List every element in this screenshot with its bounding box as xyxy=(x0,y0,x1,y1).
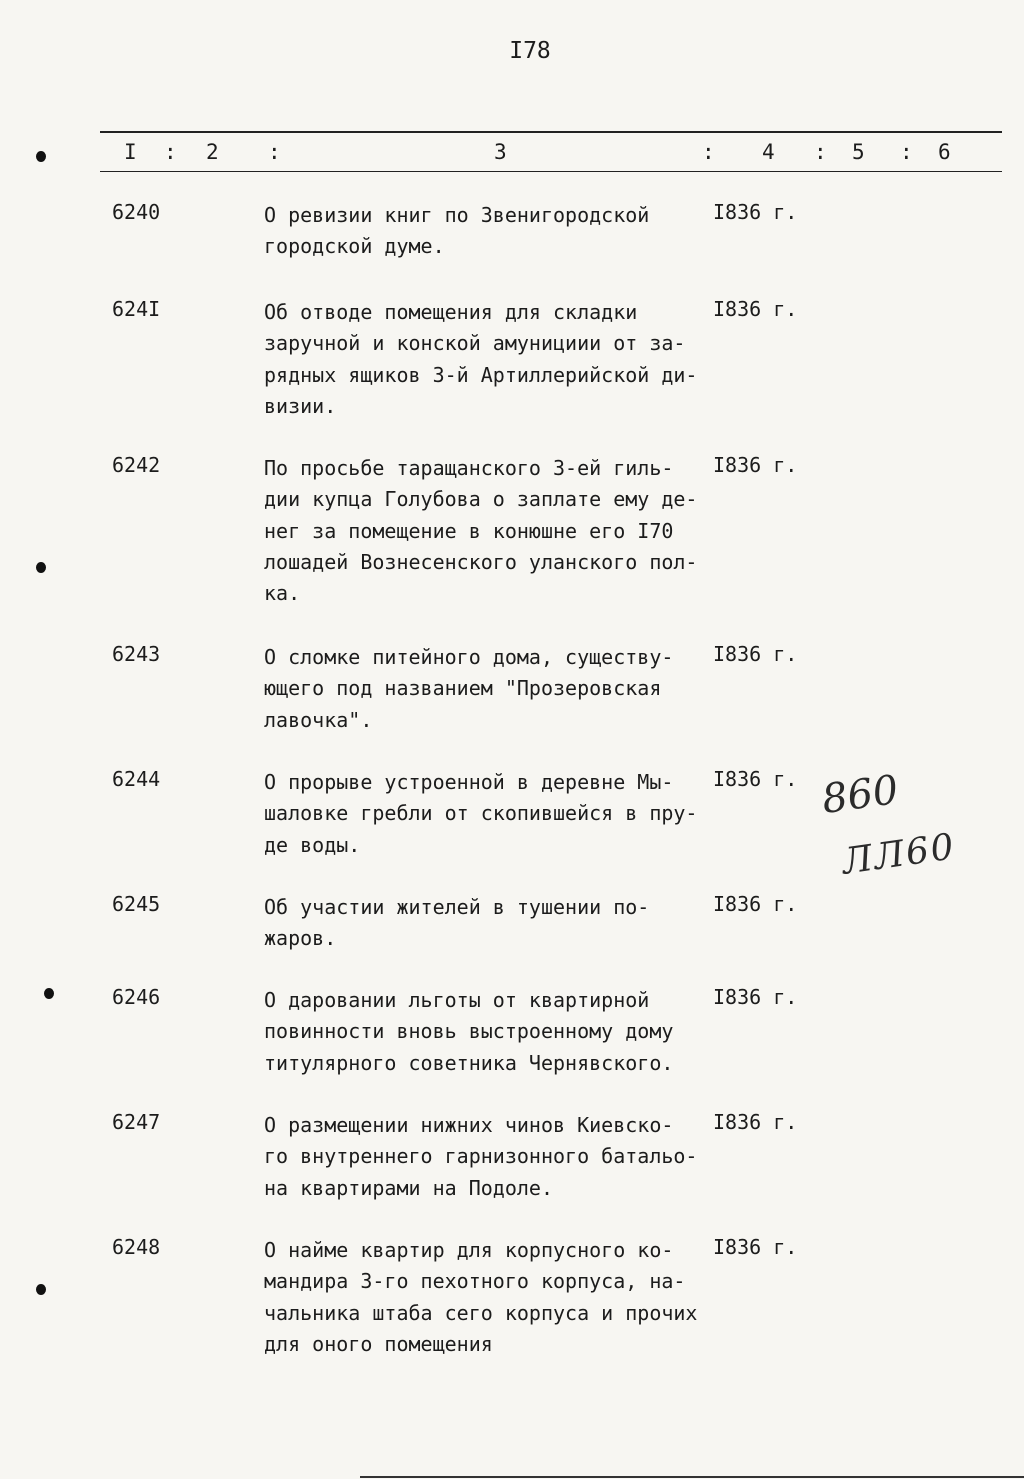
entry-number: 6245 xyxy=(112,892,161,916)
entry-number: 6246 xyxy=(112,985,161,1009)
entry-number: 6247 xyxy=(112,1110,161,1134)
column-header-4: 4 xyxy=(762,140,775,164)
entry-year: I836 г. xyxy=(713,767,798,791)
binder-hole xyxy=(36,1284,46,1295)
entry-year: I836 г. xyxy=(713,892,798,916)
column-separator: : xyxy=(268,140,281,164)
entry-number: 6243 xyxy=(112,642,161,666)
entry-description: О сломке питейного дома, существу- ющего под названием "Прозеровская лавочка". xyxy=(264,645,674,732)
entry-description: Об отводе помещения для складки заручной и конской амунициии от за- рядных ящиков 3-й Артиллерийской ди- визии. xyxy=(264,300,698,418)
binder-hole xyxy=(36,151,46,162)
entry-description: О найме квартир для корпусного ко- мандира 3-го пехотного корпуса, на- чальника штаба сего корпуса и прочих для оного помещения xyxy=(264,1238,698,1356)
column-header-2: 2 xyxy=(206,140,219,164)
handwritten-note: 860 xyxy=(819,766,902,824)
binder-hole xyxy=(36,562,46,573)
column-separator: : xyxy=(814,140,827,164)
entry-year: I836 г. xyxy=(713,453,798,477)
column-separator: : xyxy=(900,140,913,164)
table-rule-bottom xyxy=(100,171,1002,172)
table-rule-top xyxy=(100,131,1002,133)
column-header-3: 3 xyxy=(494,140,507,164)
entry-year: I836 г. xyxy=(713,985,798,1009)
binder-hole xyxy=(44,988,54,999)
entry-year: I836 г. xyxy=(713,642,798,666)
entry-description: О размещении нижних чинов Киевско- го внутреннего гарнизонного батальо- на квартирами на Подоле. xyxy=(264,1113,698,1200)
column-header-1: I xyxy=(124,140,137,164)
column-header-5: 5 xyxy=(852,140,865,164)
entry-description: О прорыве устроенной в деревне Мы- шаловке гребли от скопившейся в пру- де воды. xyxy=(264,770,698,857)
entry-year: I836 г. xyxy=(713,1110,798,1134)
entry-year: I836 г. xyxy=(713,200,798,224)
entry-description: По просьбе таращанского 3-ей гиль- дии купца Голубова о заплате ему де- нег за помещение в конюшне его I70 лошадей Вознесенского уланского пол- ка. xyxy=(264,456,698,606)
entry-number: 6244 xyxy=(112,767,161,791)
column-separator: : xyxy=(164,140,177,164)
entry-description: О даровании льготы от квартирной повинности вновь выстроенному дому титулярного советника Чернявского. xyxy=(264,988,674,1075)
scan-edge-line xyxy=(360,1476,1024,1478)
page-number: I78 xyxy=(509,38,551,64)
entry-year: I836 г. xyxy=(713,1235,798,1259)
handwritten-note: ЛЛ60 xyxy=(839,826,959,883)
column-header-6: 6 xyxy=(938,140,951,164)
entry-description: Об участии жителей в тушении по- жаров. xyxy=(264,895,650,951)
entry-year: I836 г. xyxy=(713,297,798,321)
entry-description: О ревизии книг по Звенигородской городской думе. xyxy=(264,203,650,259)
entry-number: 6240 xyxy=(112,200,161,224)
column-separator: : xyxy=(702,140,715,164)
entry-number: 624I xyxy=(112,297,161,321)
entry-number: 6242 xyxy=(112,453,161,477)
entry-number: 6248 xyxy=(112,1235,161,1259)
